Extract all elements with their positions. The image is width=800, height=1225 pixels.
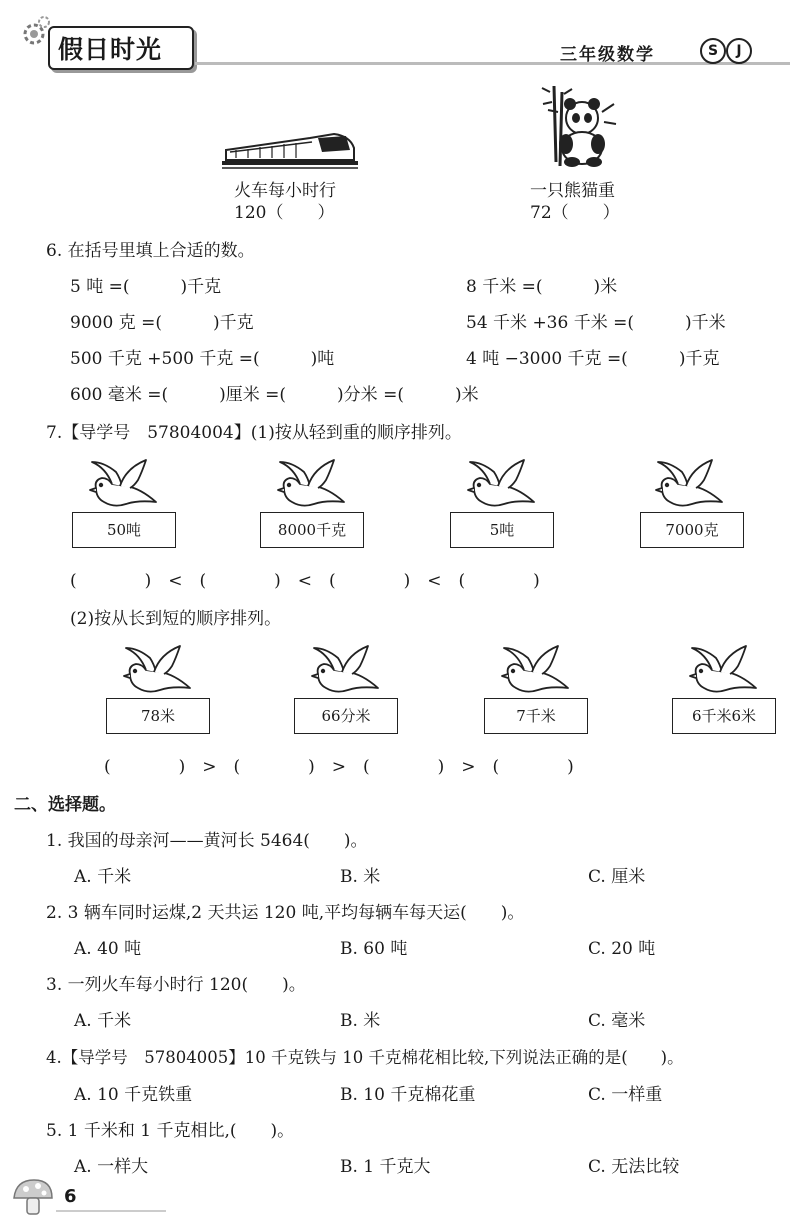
bird-icon [652,458,726,514]
option-c: C. 无法比较 [588,1157,680,1177]
panda-icon [540,82,618,168]
weight-box: 8000千克 [260,512,364,548]
question-text: 1. 我国的母亲河——黄河长 5464( )。 [46,831,368,851]
option-a: A. 10 千克铁重 [74,1085,193,1105]
option-a: A. 一样大 [74,1157,149,1177]
question-text: 3. 一列火车每小时行 120( )。 [46,975,306,995]
train-value: 120（ ） [234,203,335,223]
panda-caption: 一只熊猫重 [530,181,615,201]
badge-s: S [700,38,726,64]
weight-box: 7000克 [640,512,744,548]
option-a: A. 千米 [74,867,132,887]
length-box: 7千米 [484,698,588,734]
q7-part2-title: (2)按从长到短的顺序排列。 [70,609,282,629]
question-text: 4.【导学号 57804005】10 千克铁与 10 千克棉花相比较,下列说法正确的是( )。 [46,1048,684,1067]
mushroom-icon [10,1176,56,1220]
question-text: 5. 1 千米和 1 千克相比,( )。 [46,1121,295,1141]
section2-title: 二、选择题。 [14,795,116,815]
header-rule [195,62,790,65]
q7-title: 7.【导学号 57804004】(1)按从轻到重的顺序排列。 [46,423,462,443]
weight-box: 5吨 [450,512,554,548]
bird-icon [464,458,538,514]
q6-item: 54 千米 +36 千米 =( )千米 [466,313,726,333]
question-text: 2. 3 辆车同时运煤,2 天共运 120 吨,平均每辆车每天运( )。 [46,903,525,923]
option-b: B. 米 [340,1011,381,1031]
bird-icon [308,644,382,700]
footer-rule [56,1210,166,1212]
train-icon [222,116,358,170]
option-b: B. 10 千克棉花重 [340,1085,476,1105]
q6-item: 9000 克 =( )千克 [70,313,254,333]
option-b: B. 米 [340,867,381,887]
header-title: 假日时光 [58,35,163,64]
option-c: C. 毫米 [588,1011,646,1031]
q6-item: 5 吨 =( )千克 [70,277,222,297]
panda-value: 72（ ） [530,203,620,223]
option-c: C. 一样重 [588,1085,663,1105]
q7-part1-answer: ( ) < ( ) < ( ) < ( ) [70,571,540,591]
header-grade: 三年级数学 [560,45,655,65]
q6-item: 500 千克 +500 千克 =( )吨 [70,349,335,369]
bird-icon [498,644,572,700]
option-c: C. 厘米 [588,867,646,887]
length-box: 78米 [106,698,210,734]
q7-part2-answer: ( ) > ( ) > ( ) > ( ) [104,757,574,777]
option-a: A. 千米 [74,1011,132,1031]
option-c: C. 20 吨 [588,939,656,959]
q6-item: 600 毫米 =( )厘米 =( )分米 =( )米 [70,385,479,405]
bird-icon [120,644,194,700]
q6-title: 6. 在括号里填上合适的数。 [46,241,255,261]
weight-box: 50吨 [72,512,176,548]
page-number: 6 [64,1186,77,1207]
bird-icon [686,644,760,700]
option-b: B. 1 千克大 [340,1157,431,1177]
badge-j: J [726,38,752,64]
bird-icon [274,458,348,514]
q6-item: 4 吨 −3000 千克 =( )千克 [466,349,720,369]
option-b: B. 60 吨 [340,939,408,959]
length-box: 6千米6米 [672,698,776,734]
option-a: A. 40 吨 [74,939,142,959]
q6-item: 8 千米 =( )米 [466,277,618,297]
train-caption: 火车每小时行 [234,181,336,201]
bird-icon [86,458,160,514]
length-box: 66分米 [294,698,398,734]
